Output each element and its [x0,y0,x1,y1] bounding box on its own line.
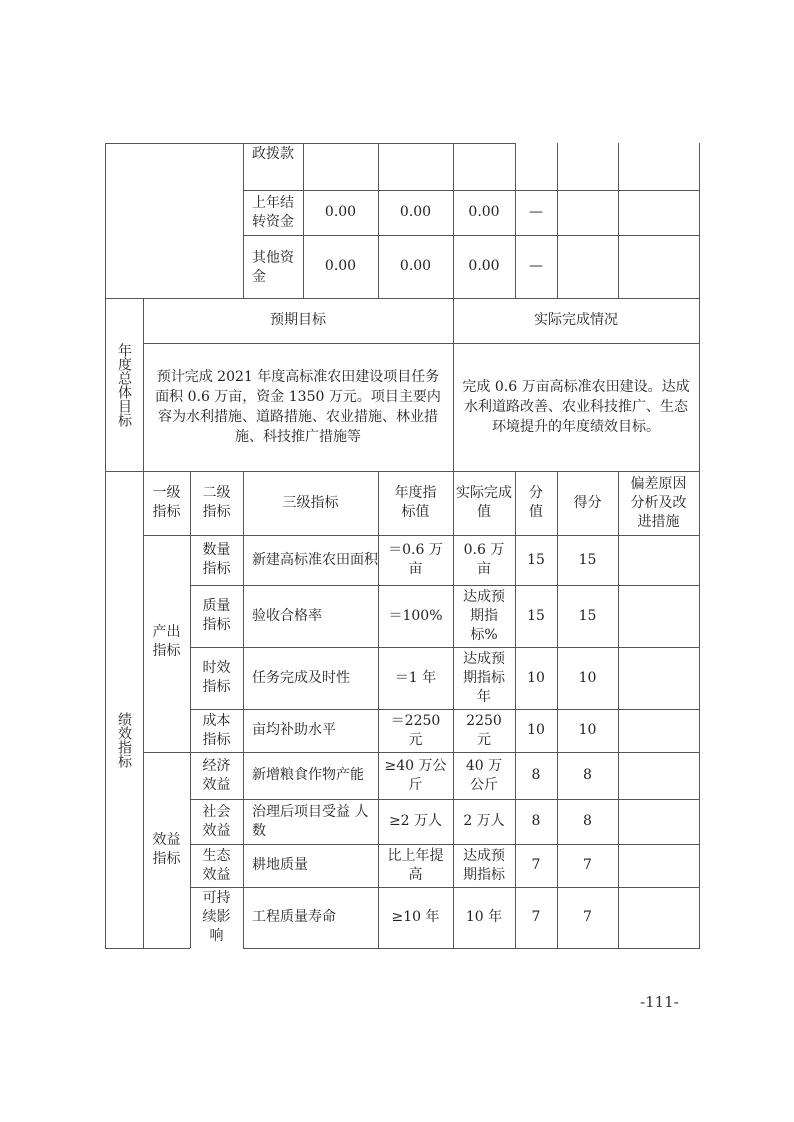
funds-executed-value: 0.00 [468,204,500,220]
row-weight: 15 [527,607,545,624]
annual-goal-label: 年度总体目标 [116,342,132,427]
row-weight: 10 [527,722,545,738]
row-weight: 8 [531,813,541,829]
header-target: 年度指标值 [394,485,437,520]
page-number: -111- [640,993,679,1011]
header-level3: 三级指标 [282,494,339,511]
funds-budget-value: 0.00 [324,204,357,220]
row-score: 15 [578,607,597,624]
row-actual: 达成预期指标年 [463,650,505,705]
funds-adjusted-value: 0.00 [399,204,432,220]
row-score: 8 [583,813,592,829]
grid-line [618,143,619,298]
funds-executed-value: 0.00 [468,258,500,274]
group-output-indicators: 产出指标 [152,624,181,659]
row-score: 10 [578,669,597,686]
row-deviation [618,887,699,948]
header-score: 得分 [573,494,602,511]
row-level2: 数量指标 [202,542,231,577]
group-benefit-indicators: 效益指标 [152,832,181,867]
performance-label: 绩效指标 [116,711,132,768]
actual-completion-header: 实际完成情况 [534,312,618,328]
row-level2: 可持续影响 [202,890,231,944]
funds-source-label-line: 其他资 [252,250,294,266]
header-level2: 二级指标 [202,485,231,520]
row-level3: 耕地质量 [252,857,308,873]
row-level3: 验收合格率 [252,607,322,624]
funds-rate-value: — [529,258,543,274]
annual-goal-label-cell [105,298,143,471]
row-actual: 2250 元 [466,712,502,748]
row-score: 10 [578,722,597,738]
funds-rate-value: — [529,204,543,220]
row-score: 15 [578,551,597,568]
row-level3: 治理后项目受益 人数 [252,803,369,839]
row-weight: 10 [527,669,545,686]
row-deviation [618,535,699,585]
row-level2: 成本指标 [202,712,231,748]
row-weight: 7 [531,909,541,925]
row-deviation [618,844,699,887]
grid-line [243,948,700,949]
funds-adjusted-value: 0.00 [399,258,432,274]
funds-source-cell [243,190,303,235]
row-target: ＝100% [388,607,443,624]
header-deviation: 偏差原因分析及改进措施 [630,475,687,530]
row-target: ＝2250 元 [390,712,441,748]
row-level3: 亩均补助水平 [252,722,336,738]
row-level2: 社会效益 [202,803,231,839]
row-weight: 7 [531,857,541,873]
funds-source-label: 政拨款 [252,146,294,162]
header-actual: 实际完成值 [456,485,512,520]
funds-source-label-line: 上年结 [252,194,294,211]
funds-source-label-line: 转资金 [252,213,294,230]
row-weight: 15 [527,551,545,568]
funds-source-cell [243,143,303,190]
expected-goal-text: 预计完成 2021 年度高标准农田建设项目任务面积 0.6 万亩，资金 1350 万元。项目主要内容为水利措施、道路措施、农业措施、林业措施、科技推广措施等 [155,369,441,445]
row-target: ＝1 年 [394,669,437,686]
row-score: 8 [583,767,592,783]
row-level3: 新建高标准农田面积 [252,551,378,568]
funds-source-label-line: 金 [252,269,266,285]
row-level3: 工程质量寿命 [252,909,336,925]
grid-line [699,143,700,948]
row-actual: 2 万人 [463,813,505,829]
row-deviation [618,709,699,752]
row-level3: 新增粮食作物产能 [252,767,364,783]
actual-completion-text: 完成 0.6 万亩高标准农田建设。达成水利道路改善、农业科技推广、生态环境提升的年度绩效目标。 [462,379,690,435]
expected-goal-header: 预期目标 [270,312,326,328]
grid-line [105,948,190,949]
header-level1: 一级指标 [152,485,181,520]
grid-line [557,143,558,298]
row-deviation [618,752,699,799]
row-actual: 0.6 万亩 [463,542,505,577]
row-actual: 达成预期指标 [463,847,505,883]
row-deviation [618,647,699,709]
row-actual: 达成预期指标% [463,588,505,643]
row-level2: 生态效益 [202,847,231,883]
row-weight: 8 [531,767,541,783]
row-deviation [618,585,699,647]
row-target: ≥2 万人 [388,813,443,829]
row-actual: 40 万公斤 [465,757,503,793]
row-level2: 时效指标 [202,660,231,695]
row-level3: 任务完成及时性 [252,669,350,686]
row-actual: 10 年 [465,909,503,925]
row-target: ＝0.6 万亩 [388,542,443,577]
row-score: 7 [583,857,592,873]
row-level2: 经济效益 [202,757,231,793]
row-level2: 质量指标 [202,598,231,633]
performance-label-cell [105,471,143,948]
row-deviation [618,799,699,844]
funds-source-cell [243,235,303,298]
row-score: 7 [583,909,592,925]
row-target: ≥10 年 [391,909,440,925]
row-target: ≥40 万公斤 [384,757,447,793]
funds-budget-value: 0.00 [324,258,357,274]
row-target: 比上年提高 [387,847,444,883]
header-weight: 分值 [529,485,543,520]
